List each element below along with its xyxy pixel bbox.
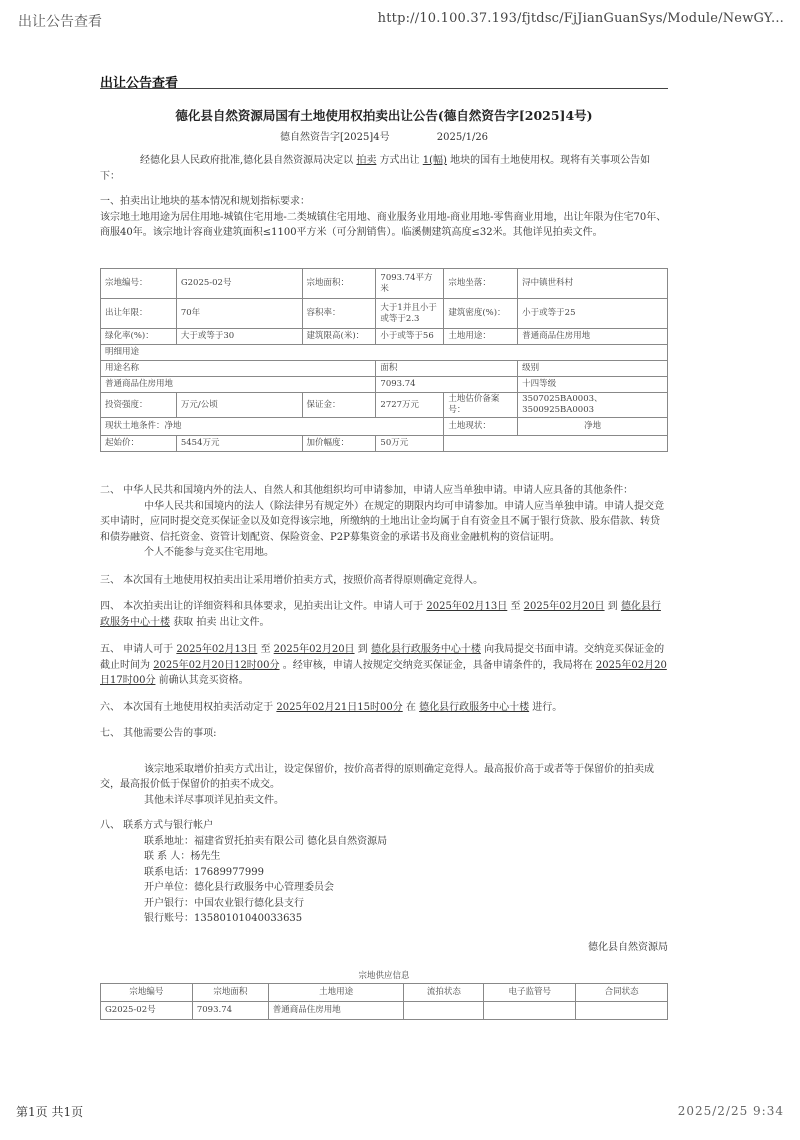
paragraph: 个人不能参与竞买住宅用地。 — [144, 547, 274, 558]
section-7 — [100, 726, 668, 808]
table-cell: 7093.74 — [192, 1002, 268, 1020]
section-title: 出让公告查看 — [100, 76, 179, 91]
table-cell: 普通商品住房用地 — [268, 1002, 404, 1020]
table-cell: 土地现状： — [444, 418, 518, 436]
text-span: 中国农业银行德化县支行 — [194, 897, 304, 909]
text-span: 联 系 人： — [144, 851, 191, 862]
table-cell: 土地用途： — [444, 329, 518, 345]
table-cell: 建筑密度(%)： — [444, 299, 518, 329]
text-span: 福建省贸托拍卖有限公司 德化县自然资源局 — [194, 835, 388, 847]
parcel-info-table — [100, 268, 668, 452]
table-cell: 2727万元 — [376, 393, 444, 418]
notice-intro — [100, 153, 668, 184]
section-4 — [100, 599, 668, 630]
table-cell: 70年 — [176, 299, 302, 329]
paragraph — [100, 642, 668, 689]
paragraph: 七、 其他需要公告的事项: — [100, 728, 217, 739]
contact-list — [100, 834, 668, 927]
table-cell: 容积率： — [302, 299, 376, 329]
notice-doc-no: 德自然资告字[2025]4号 — [279, 132, 390, 143]
paragraph: 中华人民共和国境内的法人（除法律另有规定外）在规定的期限内均可申请参加。申请人应当单独申请。申请人提交竞买申请时，应同时提交竞买保证金以及如竞得该宗地，所缴纳的土地出让金均属于自有资金且不属于银行贷款、股东借款、转贷和债券融资、信托资金、资管计划配资、保险资金、P2P募集资金的承诺书及商业金融机构的资信证明。 — [100, 500, 664, 543]
supply-header: 合同状态 — [576, 984, 668, 1002]
table-cell: 小于或等于56 — [376, 329, 444, 345]
supply-header: 流拍状态 — [404, 984, 484, 1002]
text-span: 。经审核，申请人按规定交纳竞买保证金，具备申请条件的，我局将在 — [282, 659, 593, 671]
paragraph: 三、 本次国有土地使用权拍卖出让采用增价拍卖方式，按照价高者得原则确定竞得人。 — [100, 575, 484, 586]
print-timestamp: 2025/2/25 9:34 — [677, 1104, 784, 1118]
table-cell: 净地 — [518, 418, 668, 436]
table-cell: 万元/公顷 — [176, 393, 302, 418]
section-2 — [100, 483, 668, 561]
table-cell: 面积 — [376, 361, 518, 377]
table-cell: 普通商品住房用地 — [101, 377, 376, 393]
section-5 — [100, 642, 668, 689]
table-cell: 明细用途 — [101, 345, 668, 361]
table-cell: 7093.74平方米 — [376, 269, 444, 299]
supply-table-wrap — [100, 983, 668, 1020]
table-cell: 投资强度： — [101, 393, 177, 418]
table-cell: G2025-02号 — [176, 269, 302, 299]
section-3 — [100, 573, 668, 589]
text-span: 前确认其竞买资格。 — [158, 675, 249, 686]
text-span: 杨先生 — [190, 851, 221, 862]
text-span: 德化县行政服务中心十楼 — [370, 644, 481, 655]
text-span: 2025年02月13日 — [426, 601, 508, 612]
section-1 — [100, 194, 668, 241]
parcel-table-wrap — [100, 268, 668, 452]
table-cell — [484, 1002, 576, 1020]
text-span: 开户单位： — [144, 882, 194, 893]
text-span: 银行账号： — [144, 913, 194, 924]
table-cell: 普通商品住房用地 — [518, 329, 668, 345]
table-cell: 绿化率(%)： — [101, 329, 177, 345]
contact-bank — [144, 896, 668, 912]
table-cell: 级别 — [518, 361, 668, 377]
paragraph: 二、 中华人民共和国境内外的法人、自然人和其他组织均可申请参加，申请人应当单独申请。申请人应具备的其他条件： — [100, 485, 634, 496]
notice-date: 2025/1/26 — [436, 132, 489, 143]
text-span: 13580101040033635 — [194, 913, 303, 924]
contact-address — [144, 834, 668, 850]
text-span: 经德化县人民政府批准,德化县自然资源局决定以 — [140, 155, 354, 166]
table-cell: 宗地编号： — [101, 269, 177, 299]
table-cell — [404, 1002, 484, 1020]
supply-caption: 宗地供应信息 — [358, 971, 410, 981]
text-span: 德化县行政服务中心十楼 — [419, 702, 530, 713]
text-span: 到 — [357, 644, 368, 655]
text-span: 联系电话： — [144, 866, 194, 878]
text-span: 六、 本次国有土地使用权拍卖活动定于 — [100, 702, 274, 713]
paragraph: 该宗地采取增价拍卖方式出让，设定保留价，按价高者得的原则确定竞得人。最高报价高于或者等于保留价的拍卖成交，最高报价低于保留价的拍卖不成交。 — [100, 763, 654, 790]
paragraph: 其他未详尽事项详见拍卖文件。 — [144, 794, 284, 806]
contact-person — [144, 849, 668, 865]
text-span: 向我局提交书面申请。交纳竞买保证金的截止时间为 — [100, 644, 665, 671]
text-span: 联系地址： — [144, 835, 194, 847]
count-link: 1(幅) — [422, 155, 447, 166]
text-span: 进行。 — [532, 702, 563, 713]
table-cell: 宗地面积： — [302, 269, 376, 299]
contact-phone — [144, 865, 668, 881]
table-cell — [444, 436, 668, 452]
signature: 德化县自然资源局 — [588, 942, 668, 953]
text-span: 地块的国有土地使用权。现将有关事项公告如下： — [100, 155, 651, 182]
text-span: 四、 本次拍卖出让的详细资料和具体要求，见拍卖出让文件。申请人可于 — [100, 601, 424, 612]
supply-header: 电子监管号 — [484, 984, 576, 1002]
page-count: 第1页 共1页 — [16, 1105, 84, 1119]
section-6 — [100, 700, 668, 716]
notice-meta — [100, 128, 668, 143]
text-span: 至 — [510, 601, 521, 612]
table-cell: 起始价： — [101, 436, 177, 452]
table-cell: 7093.74 — [376, 377, 518, 393]
table-cell: 建筑限高(米)： — [302, 329, 376, 345]
notice-title: 德化县自然资源局国有土地使用权拍卖出让公告(德自然资告字[2025]4号) — [175, 108, 593, 123]
text-span: 2025年02月21日15时00分 — [276, 702, 403, 713]
table-row — [101, 1002, 668, 1020]
text-span: 方式出让 — [379, 155, 420, 166]
paragraph: 一、拍卖出让地块的基本情况和规划指标要求： — [100, 196, 310, 207]
table-cell: 5454万元 — [176, 436, 302, 452]
text-span: 17689977999 — [194, 866, 264, 878]
text-span: 2025年02月20日17时00分 — [100, 659, 667, 686]
paragraph — [100, 599, 668, 630]
text-span: 2025年02月20日 — [273, 644, 355, 655]
table-cell: 保证金： — [302, 393, 376, 418]
table-cell: 浔中镇世科村 — [518, 269, 668, 299]
table-cell: 大于1并且小于或等于2.3 — [376, 299, 444, 329]
supply-table — [100, 983, 668, 1020]
method-link: 拍卖 — [356, 155, 377, 166]
text-span: 获取 拍卖 出让文件。 — [173, 616, 270, 628]
paragraph: 该宗地土地用途为居住用地-城镇住宅用地-二类城镇住宅用地、商业服务业用地-商业用地-零售商业用地，出让年限为住宅70年、商服40年。该宗地计容商业建筑面积≤1100平方米（可分割销售）。临溪侧建筑高度≤32米。其他详见拍卖文件。 — [100, 211, 667, 238]
text-span: 德化县行政服务中心十楼 — [100, 601, 661, 628]
table-cell: 加价幅度： — [302, 436, 376, 452]
text-span: 德化县行政服务中心管理委员会 — [194, 882, 334, 893]
text-span: 五、 申请人可于 — [100, 644, 174, 655]
table-cell: 小于或等于25 — [518, 299, 668, 329]
table-cell: G2025-02号 — [101, 1002, 193, 1020]
text-span: 开户银行： — [144, 897, 194, 909]
supply-header: 土地用途 — [268, 984, 404, 1002]
paragraph — [100, 153, 668, 184]
supply-header: 宗地编号 — [101, 984, 193, 1002]
text-span: 2025年02月13日 — [176, 644, 258, 655]
contact-account-unit — [144, 880, 668, 896]
browser-page-title: 出让公告查看 — [18, 14, 102, 30]
section-divider — [100, 88, 668, 89]
paragraph — [100, 700, 668, 716]
text-span: 2025年02月20日12时00分 — [153, 659, 280, 671]
browser-url: http://10.100.37.193/fjtdsc/FjJianGuanSys/Module/NewGY... — [377, 11, 784, 26]
contact-account-no — [144, 911, 668, 927]
table-cell: 大于或等于30 — [176, 329, 302, 345]
section-8 — [100, 818, 668, 927]
table-cell: 十四等级 — [518, 377, 668, 393]
text-span: 到 — [607, 601, 618, 612]
table-cell: 3507025BA0003、3500925BA0003 — [518, 393, 668, 418]
text-span: 在 — [405, 702, 416, 713]
table-cell: 50万元 — [376, 436, 444, 452]
table-cell — [576, 1002, 668, 1020]
text-span: 2025年02月20日 — [523, 601, 605, 612]
table-cell: 现状土地条件：净地 — [101, 418, 444, 436]
text-span: 至 — [260, 644, 271, 655]
paragraph: 八、 联系方式与银行帐户 — [100, 820, 214, 831]
table-cell: 宗地坐落： — [444, 269, 518, 299]
supply-header: 宗地面积 — [192, 984, 268, 1002]
table-cell: 土地估价备案号： — [444, 393, 518, 418]
table-cell: 出让年限： — [101, 299, 177, 329]
table-cell: 用途名称 — [101, 361, 376, 377]
